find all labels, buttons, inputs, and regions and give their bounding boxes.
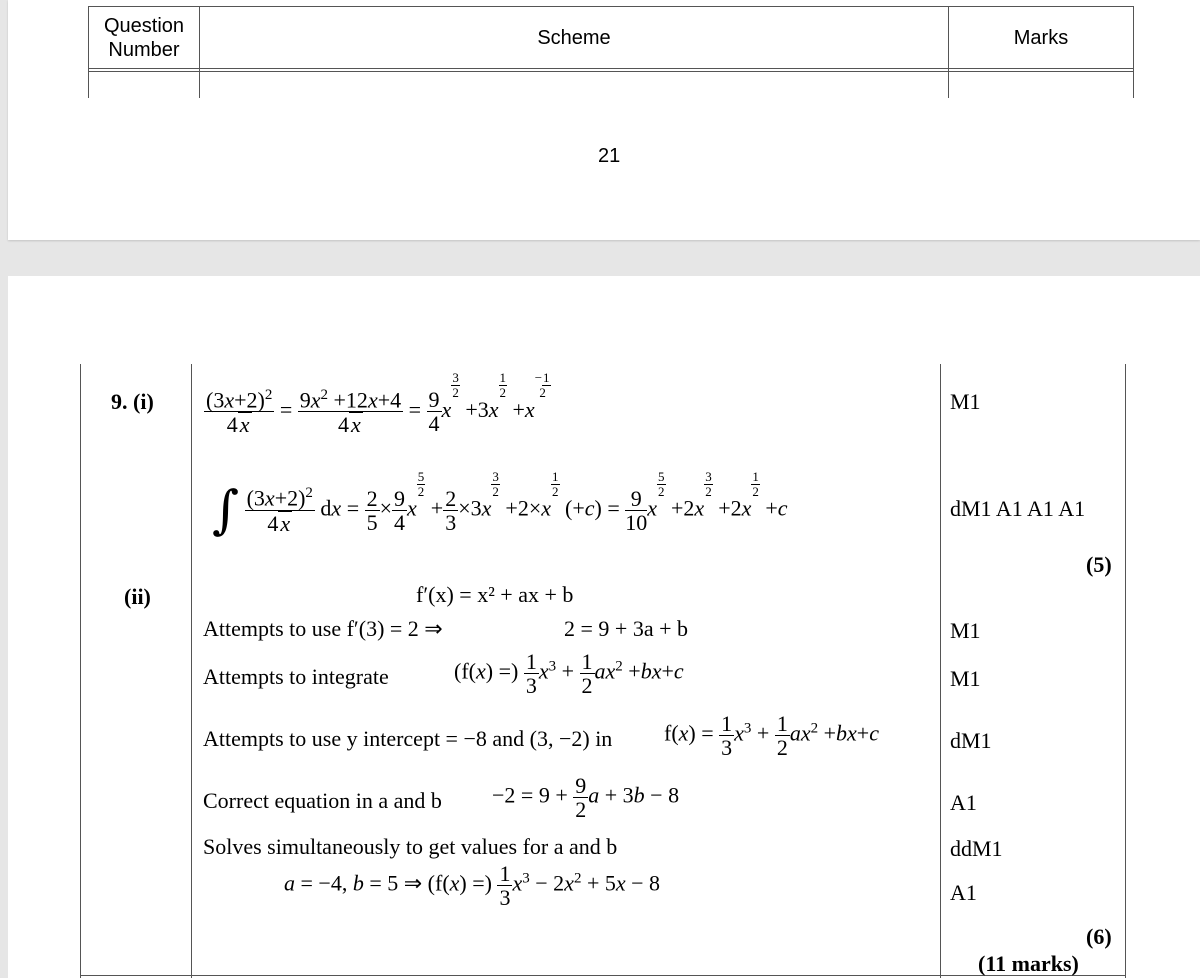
mark-i-2: dM1 A1 A1 A1: [950, 496, 1086, 521]
step4-text: Correct equation in a and b: [203, 788, 442, 813]
step1-text: Attempts to use f′(3) = 2 ⇒: [203, 616, 443, 641]
mark-ii-5: ddM1: [950, 836, 1003, 861]
page-top: [8, 0, 1200, 240]
table-header: [88, 6, 1134, 98]
mark-ii-3: dM1: [950, 728, 992, 753]
mark-ii-1: M1: [950, 618, 981, 643]
subtotal-ii: (6): [1086, 924, 1112, 949]
mark-i-1: M1: [950, 389, 981, 414]
step3-text: Attempts to use y intercept = −8 and (3, −2) in: [203, 726, 613, 751]
page-main: [8, 276, 1200, 978]
step4-equation: −2 = 9 + $\frac{9}{2}$ a + 3b − 8: [492, 773, 680, 823]
header-scheme: Scheme: [537, 27, 611, 49]
header-question-number: Question Number: [103, 15, 185, 61]
step2-text: Attempts to integrate: [203, 664, 389, 689]
question-label-i: 9. (i): [111, 389, 154, 414]
header-marks: Marks: [1013, 27, 1069, 49]
integrated-expression: (f(x) =) $\frac{1}{3}$ $x^3$ + $\frac{1}{2}$ $ax^2 +bx+c$: [454, 649, 684, 699]
page-number: 21: [598, 145, 621, 167]
total-marks: (11 marks): [978, 951, 1079, 976]
question-label-ii: (ii): [124, 584, 151, 609]
integral-equation: ∫ $\frac{(3x+2)^2}{4x}$ dx = $\frac{2}{5}$ × $\frac{9}{4}$ x $\frac{5}{2}$ + $\frac{2}{3}$ ×3x $\frac{3}{2}$ +2×x $\frac{1}{2}$ (+c) = $\frac{9}{10}$ x $\frac{5}{2}$ +2x $\frac{3}{2}$ +2x $\frac{1}{2}$ +c: [212, 469, 788, 541]
step1-equation: 2 = 9 + 3a + b: [564, 616, 688, 641]
step3-expression: f(x) = $\frac{1}{3}$ $x^3$ + $\frac{1}{2}$ $ax^2 +bx+c$: [664, 711, 879, 761]
step5-text: Solves simultaneously to get values for a and b: [203, 834, 618, 859]
expansion-equation: $\frac{(3x+2)^2}{4x}$ = $\frac{9x^2 +12x+4}{4x}$ = $\frac{9}{4}$ x $\frac{3}{2}$ +3x $\frac{1}{2}$ +x−1 2: [206, 370, 550, 438]
mark-ii-4: A1: [950, 790, 977, 815]
subtotal-i: (5): [1086, 552, 1112, 577]
derivative-equation: f′(x) = x² + ax + b: [416, 582, 574, 607]
final-answer: a = −4, b = 5 ⇒ (f(x) =) $\frac{1}{3}$ $x^3 - 2x^2 + 5x - 8$: [284, 861, 661, 911]
mark-ii-2: M1: [950, 666, 981, 691]
mark-ii-6: A1: [950, 880, 977, 905]
